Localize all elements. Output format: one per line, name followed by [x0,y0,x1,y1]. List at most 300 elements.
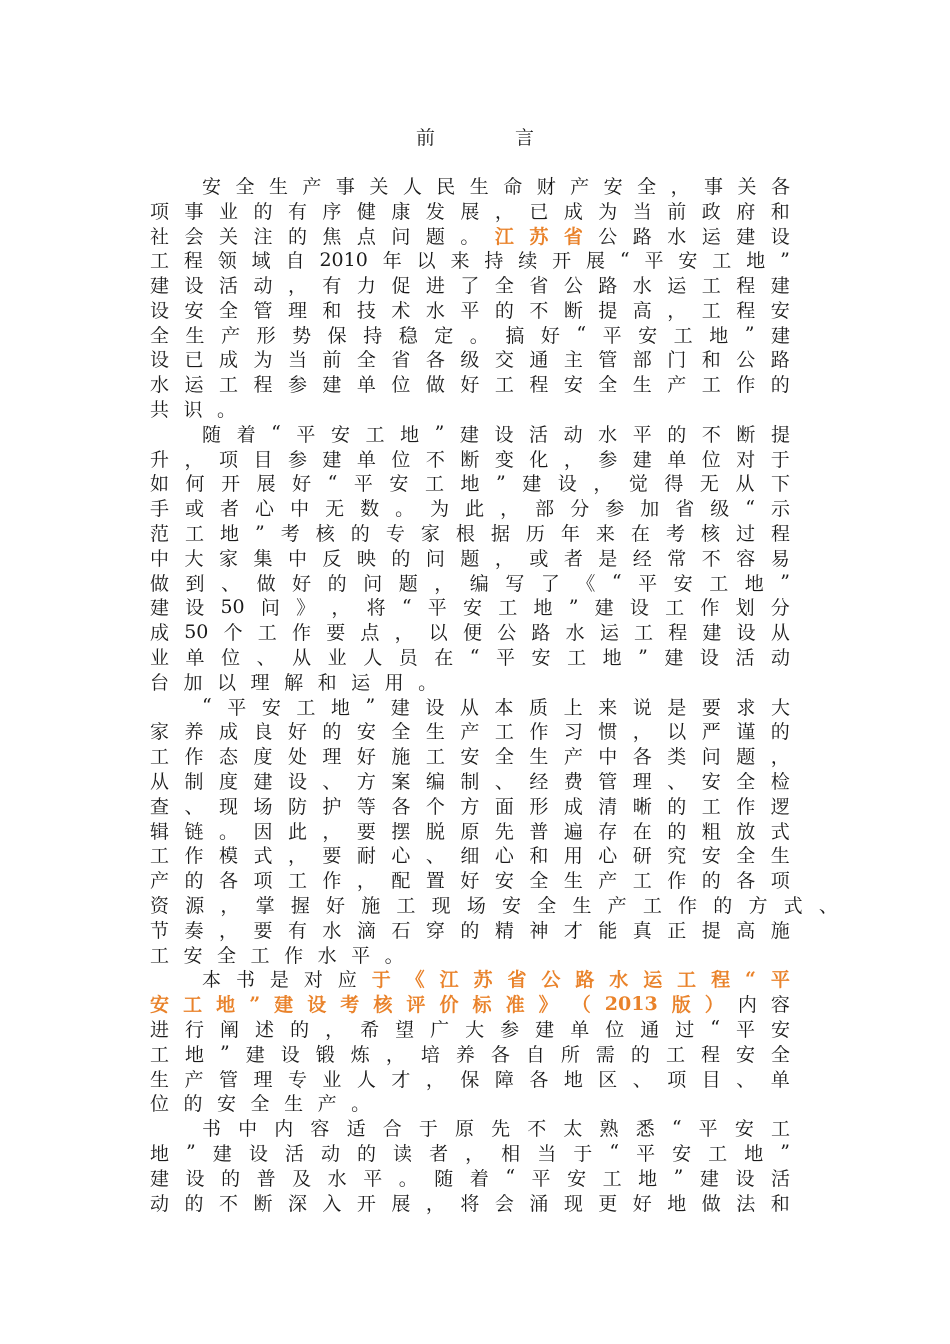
text-glyph: 安 [735,1043,755,1066]
text-glyph: ” [220,1042,230,1065]
text-glyph: 单 [356,448,376,471]
text-glyph: 平 [227,696,247,719]
text-glyph: 因 [253,820,273,843]
text-glyph: 原 [454,1118,474,1141]
text-glyph: 中 [287,547,307,570]
text-line [150,1090,790,1115]
text-glyph: 苏 [473,969,493,992]
text-glyph: 题 [460,547,480,570]
text-glyph: 版 [671,994,691,1017]
text-glyph: 年 [560,523,580,546]
text-glyph: 各 [425,349,445,372]
text-glyph: 从 [735,473,755,496]
text-glyph: 各 [736,870,756,893]
text-glyph: 度 [218,771,238,794]
text-glyph: 路 [575,969,595,992]
text-glyph: 提 [770,423,790,446]
text-glyph: 已 [529,200,549,223]
text-glyph: 安 [678,250,698,273]
text-glyph: 考 [665,523,685,546]
text-glyph: “ [469,645,480,668]
text-glyph: “ [271,422,281,445]
text-glyph: 深 [287,1192,307,1215]
text-glyph: 全 [637,175,657,198]
text-line [150,942,790,967]
text-glyph: 、 [184,795,204,818]
text-glyph: 位 [605,1019,625,1041]
text-glyph: 断 [736,423,756,446]
text-glyph: 工 [150,944,170,967]
text-glyph: 奏 [184,919,204,942]
text-glyph: 安 [202,175,222,198]
text-glyph: ” [780,1141,790,1164]
text-glyph: 家 [420,523,440,546]
text-glyph: 题 [736,746,756,769]
text-glyph: 建 [150,275,170,298]
text-glyph: ， [218,919,238,942]
text-glyph: 心 [255,498,275,521]
text-glyph: 来 [450,250,470,273]
text-glyph: 运 [701,225,721,248]
text-glyph: 更 [598,1192,618,1215]
text-glyph: 心 [598,845,618,868]
text-glyph: 式 [770,820,790,843]
text-glyph: 事 [335,175,355,198]
text-line [150,991,790,1016]
text-glyph: 地 [638,1167,658,1190]
text-glyph: 、 [818,895,838,918]
text-glyph: 民 [436,175,456,198]
text-glyph: 工 [218,374,238,397]
text-glyph: 作 [184,845,204,868]
text-glyph: 加 [183,671,203,694]
text-glyph: 谨 [736,721,756,744]
text-glyph: 望 [395,1019,415,1041]
text-glyph: 和 [529,845,549,868]
text-glyph: 建 [702,622,722,645]
text-glyph: 化 [529,448,549,471]
text-glyph: 、 [632,1068,652,1091]
text-line [150,223,790,248]
text-glyph: 何 [185,473,205,496]
text-glyph: 场 [466,895,486,918]
text-glyph: 安 [184,299,204,322]
text-glyph: 熟 [599,1118,619,1141]
text-glyph: 希 [360,1019,380,1041]
text-glyph: 各 [770,175,790,198]
text-glyph: 书 [235,969,255,992]
text-glyph: 术 [391,299,411,322]
text-glyph: 业 [327,647,347,670]
text-glyph: 参 [605,498,625,521]
text-line [150,1140,790,1165]
text-glyph: 域 [251,250,271,273]
text-glyph: 安 [389,473,409,496]
text-glyph: 共 [150,399,170,422]
text-glyph: 建 [253,771,273,794]
text-glyph: 活 [529,423,549,446]
text-glyph: ， [667,299,687,322]
text-glyph: 编 [425,771,445,794]
text-glyph: 现 [431,895,451,918]
text-glyph: 建 [594,597,614,620]
text-glyph: 项 [218,448,238,471]
text-line [150,520,790,545]
text-glyph: 设 [770,225,790,248]
text-glyph: ， [385,1043,405,1066]
text-glyph: 问 [425,547,445,570]
text-glyph: “ [202,695,212,718]
text-glyph: 。 [460,225,480,248]
text-glyph: 设 [307,994,327,1017]
text-glyph: ” [496,471,506,494]
text-glyph: 心 [494,845,514,868]
text-glyph: 处 [287,746,307,769]
text-glyph: 的 [667,423,687,446]
text-glyph: 设 [150,299,170,322]
text-glyph: 点 [360,622,380,645]
text-glyph: 地 [744,572,764,595]
text-glyph: 设 [629,597,649,620]
text-glyph: 公 [563,275,583,298]
text-glyph: 作 [667,870,687,893]
text-glyph: 费 [563,771,583,794]
text-glyph: 各 [490,1043,510,1066]
text-glyph: 好 [292,473,312,496]
text-glyph: 公 [541,969,561,992]
text-glyph: 点 [356,225,376,248]
text-glyph: 的 [391,547,411,570]
text-glyph: 程 [700,1043,720,1066]
text-glyph: 搞 [505,324,525,347]
text-glyph: 工 [424,473,444,496]
text-glyph: 好 [540,324,560,347]
text-glyph: 路 [531,622,551,645]
text-glyph: 式 [253,845,273,868]
text-glyph: 保 [460,1068,480,1091]
text-glyph: 以 [416,250,436,273]
text-glyph: 题 [425,225,445,248]
text-glyph: ， [632,721,652,744]
text-glyph: 的 [322,721,342,744]
text-glyph: ， [593,473,613,496]
text-glyph: 生 [150,1068,170,1091]
text-glyph: 政 [701,200,721,223]
text-glyph: 范 [150,523,170,546]
text-glyph: 施 [391,746,411,769]
text-glyph: 的 [770,374,790,397]
text-glyph: 此 [287,820,307,843]
text-line [150,421,790,446]
text-glyph: 全 [537,895,557,918]
text-glyph: 以 [217,671,237,694]
text-glyph: 年 [382,250,402,273]
text-glyph: 建 [150,597,170,620]
text-glyph: ， [434,572,454,595]
text-glyph: 资 [150,895,170,918]
text-glyph: 生 [770,845,790,868]
text-glyph: 专 [385,523,405,546]
text-glyph: 者 [563,547,583,570]
text-glyph: 安 [672,1142,692,1165]
text-glyph: 展 [391,1192,411,1215]
text-glyph: 方 [460,795,480,818]
text-line [150,867,790,892]
text-glyph: 位 [221,647,241,670]
text-glyph: 程 [668,622,688,645]
text-glyph: 工 [665,597,685,620]
text-glyph: 者 [220,498,240,521]
text-glyph: 以 [667,721,687,744]
text-glyph: 为 [430,498,450,521]
text-glyph: 工 [634,622,654,645]
text-glyph: 府 [736,200,756,223]
text-glyph: 链 [184,820,204,843]
text-glyph: 安 [460,746,480,769]
text-glyph: 社 [150,225,170,248]
text-glyph: 地 [667,1192,687,1215]
text-glyph: 或 [185,498,205,521]
text-glyph: 写 [505,572,525,595]
text-glyph: 生 [469,175,489,198]
text-glyph: 平 [496,647,516,670]
text-glyph: 业 [322,1068,342,1091]
text-glyph: 全 [250,1093,270,1116]
text-glyph: 各 [632,746,652,769]
text-glyph: 内 [274,1118,294,1141]
text-glyph: 员 [398,647,418,670]
text-glyph: 产 [150,870,170,893]
text-glyph: 安 [563,374,583,397]
text-glyph: 工 [150,250,170,273]
text-line [150,768,790,793]
text-glyph: 安 [330,423,350,446]
text-glyph: 级 [460,349,480,372]
text-glyph: ， [287,275,307,298]
text-glyph: ， [425,1192,445,1215]
text-glyph: 先 [491,1118,511,1141]
text-glyph: 随 [202,423,222,446]
text-glyph: 于 [573,1142,593,1165]
text-glyph: “ [609,1141,620,1164]
text-glyph: 随 [434,1167,454,1190]
text-glyph: 的 [770,721,790,744]
text-glyph: 安 [531,647,551,670]
text-glyph: 置 [425,870,445,893]
text-glyph: 开 [356,1192,376,1215]
text-glyph: 分 [770,597,790,620]
text-glyph: 部 [535,498,555,521]
text-glyph: 苏 [529,225,549,248]
text-glyph: 节 [150,919,170,942]
text-glyph: 家 [218,547,238,570]
text-glyph: 和 [701,349,721,372]
text-glyph: 地 [185,1043,205,1066]
text-glyph: 产 [563,746,583,769]
text-glyph: ” [249,992,261,1015]
text-glyph: 模 [218,845,238,868]
text-line [150,272,790,297]
text-glyph: 工 [150,845,170,868]
text-glyph: 好 [287,721,307,744]
text-glyph: 2013 [604,992,658,1015]
text-glyph: 工 [632,870,652,893]
text-glyph: 安 [494,870,514,893]
text-glyph: 前 [667,200,687,223]
text-glyph: 检 [770,771,790,794]
text-glyph: 工 [712,250,732,273]
text-glyph: 当 [632,200,652,223]
text-glyph: 断 [460,448,480,471]
text-glyph: 中 [238,1118,258,1141]
text-glyph: ， [356,870,376,893]
text-glyph: 项 [150,200,170,223]
text-glyph: 做 [150,572,170,595]
text-glyph: 度 [253,746,273,769]
text-glyph: 制 [460,771,480,794]
text-glyph: 安 [638,324,658,347]
text-glyph: 将 [366,597,386,620]
text-glyph: 精 [494,919,514,942]
text-glyph: 能 [598,919,618,942]
text-glyph: 省 [529,275,549,298]
text-glyph: 安 [701,845,721,868]
text-glyph: 适 [346,1118,366,1141]
text-glyph: 、 [221,572,241,595]
text-glyph: 项 [770,870,790,893]
text-glyph: 全 [736,845,756,868]
text-glyph: 发 [425,200,445,223]
text-glyph: 正 [667,919,687,942]
text-glyph: 石 [391,919,411,942]
text-glyph: 安 [567,1167,587,1190]
text-glyph: 不 [701,547,721,570]
text-glyph: 本 [202,969,222,992]
text-glyph: 各 [218,870,238,893]
text-glyph: 关 [737,175,757,198]
text-glyph: 提 [701,919,721,942]
text-glyph: ， [770,746,790,769]
text-glyph: 。 [418,671,438,694]
text-glyph: 的 [701,870,721,893]
text-glyph: 地 [709,324,729,347]
text-glyph: 水 [632,275,652,298]
text-line [150,396,790,421]
text-glyph: 从 [292,647,312,670]
text-line [150,818,790,843]
text-glyph: 管 [218,1068,238,1091]
text-glyph: ） [704,994,724,1017]
text-line [150,743,790,768]
text-glyph: “ [619,248,630,271]
text-glyph: 在 [434,647,454,670]
text-glyph: 康 [391,200,411,223]
text-glyph: 设 [736,622,756,645]
text-glyph: 中 [598,746,618,769]
text-glyph: 地 [400,423,420,446]
text-glyph: 《 [405,969,425,992]
text-glyph: 不 [529,299,549,322]
text-glyph: 工 [701,795,721,818]
text-glyph: 常 [667,547,687,570]
text-glyph: 续 [518,250,538,273]
text-glyph: 工 [425,746,445,769]
text-line [150,495,790,520]
text-glyph: 对 [736,448,756,471]
text-glyph: 级 [710,498,730,521]
text-glyph: 会 [494,1192,514,1215]
text-glyph: 平 [638,572,658,595]
text-glyph: 的 [287,225,307,248]
text-glyph: 全 [217,944,237,967]
text-glyph: 地 [746,250,766,273]
text-glyph: 成 [563,200,583,223]
text-glyph: 做 [425,374,445,397]
text-line [150,917,790,942]
text-glyph: 成 [218,349,238,372]
text-glyph: 应 [337,969,357,992]
text-glyph: 平 [296,423,316,446]
text-glyph: 平 [351,944,371,967]
text-glyph: 的 [290,1019,310,1041]
text-glyph: 全 [736,771,756,794]
text-glyph: 质 [529,696,549,719]
text-glyph: 高 [736,919,756,942]
text-glyph: 施 [770,919,790,942]
text-glyph: 通 [529,349,549,372]
text-glyph: 生 [632,374,652,397]
text-glyph: 遍 [563,820,583,843]
text-glyph: 当 [287,349,307,372]
text-glyph: 要 [322,845,342,868]
text-glyph: 考 [280,523,300,546]
text-glyph: 集 [253,547,273,570]
text-glyph: 地 [602,647,622,670]
text-glyph: “ [671,1116,682,1139]
text-glyph: ” [673,1166,684,1189]
text-glyph: 的 [356,1142,376,1165]
text-glyph: 建 [770,324,790,347]
text-glyph: ” [780,248,790,271]
text-glyph: 平 [531,1167,551,1190]
text-glyph: 开 [221,473,241,496]
text-glyph: 建 [770,275,790,298]
text-glyph: 运 [599,622,619,645]
text-glyph: 工 [396,895,416,918]
text-glyph: 持 [484,250,504,273]
text-glyph: 建 [390,696,410,719]
text-glyph: 细 [460,845,480,868]
text-glyph: 要 [326,622,346,645]
text-glyph: “ [745,496,755,519]
text-glyph: 位 [391,448,411,471]
text-line [150,843,790,868]
text-glyph: 建 [245,1043,265,1066]
text-glyph: 是 [598,547,618,570]
text-glyph: 究 [667,845,687,868]
text-glyph: 过 [675,1019,695,1041]
text-glyph: 安 [673,572,693,595]
text-glyph: 在 [632,820,652,843]
text-glyph: 的 [667,795,687,818]
text-glyph: 平 [460,299,480,322]
text-glyph: 中 [150,547,170,570]
text-glyph: 好 [460,374,480,397]
text-glyph: 现 [218,795,238,818]
text-glyph: 编 [469,572,489,595]
text-glyph: 做 [256,572,276,595]
text-glyph: 无 [325,498,345,521]
